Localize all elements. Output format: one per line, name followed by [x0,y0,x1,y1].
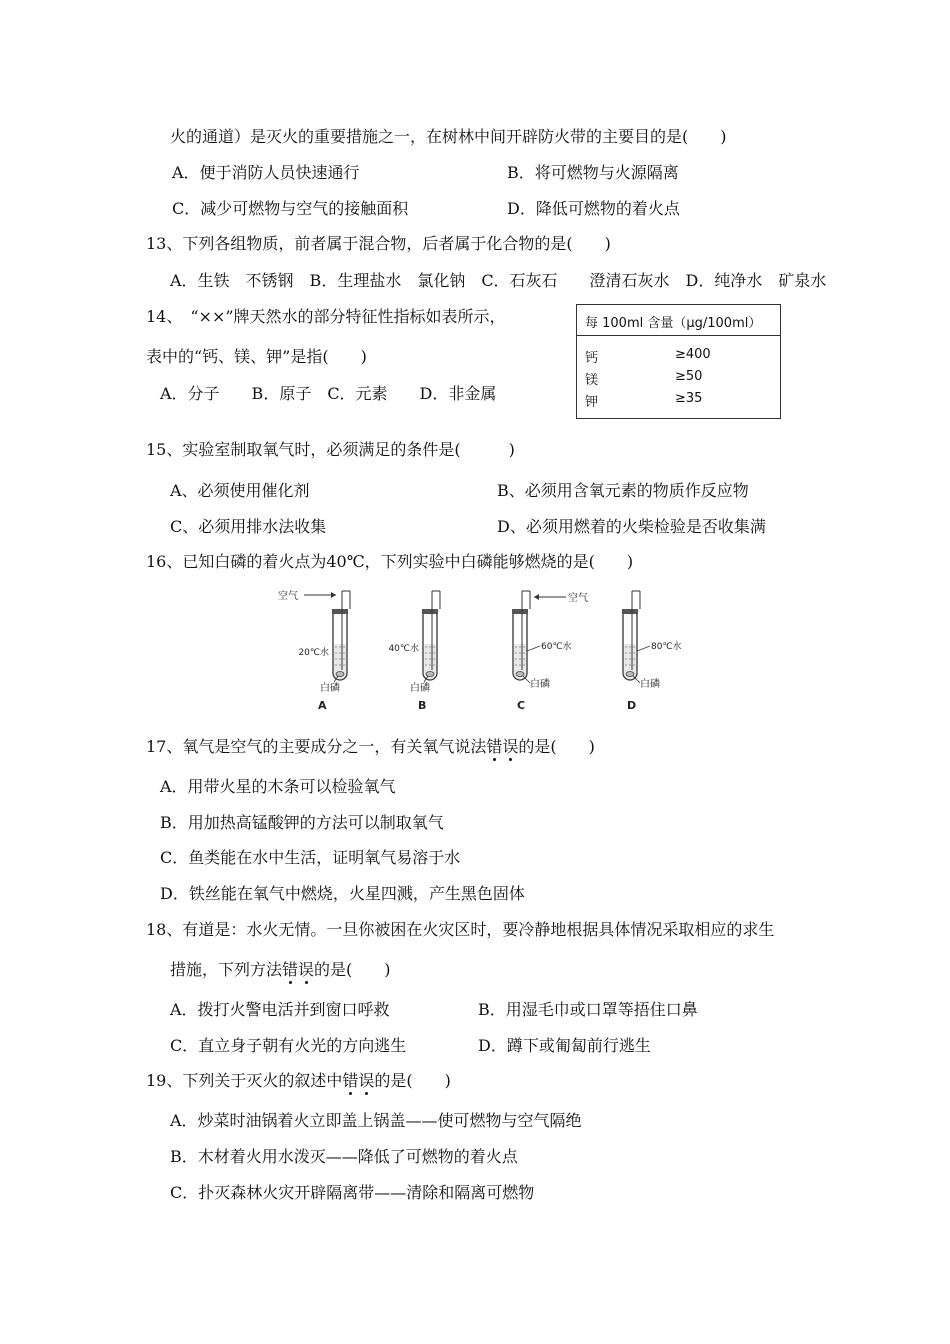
q17-option-b: B．用加热高锰酸钾的方法可以制取氧气 [160,813,444,832]
q14-stem-1: 14、 “××”牌天然水的部分特征性指标如表所示， [146,307,506,326]
q19-stem-post: 的是( ) [374,1071,451,1090]
q13-stem: 13、下列各组物质，前者属于混合物，后者属于化合物的是( ) [146,234,611,253]
air-label: 空气 [278,591,298,602]
water-temp-label: 20℃水 [298,648,329,658]
air-label: 空气 [568,593,588,604]
q14-options: A．分子 B．原子 C．元素 D．非金属 [160,384,497,403]
q18-option-c: C．直立身子朝有火光的方向逃生 [170,1036,407,1055]
tube-letter: B [418,699,427,712]
q15-stem: 15、实验室制取氧气时，必须满足的条件是( ) [146,440,515,459]
air-arrowhead [331,592,336,598]
q18-stem-post: 的是( ) [314,960,391,979]
phosphorus-blob [426,672,434,677]
q19-option-a: A．炒菜时油锅着火立即盖上锅盖——使可燃物与空气隔绝 [170,1111,582,1130]
tube-stopper [422,609,438,614]
table-header: 每 100ml 含量（μg/100ml） [585,316,762,331]
q19-stem-pre: 19、下列关于灭火的叙述中 [146,1071,343,1090]
q12-option-a: A．便于消防人员快速通行 [172,163,360,182]
phosphorus-blob [626,672,634,677]
water-temp-label: 80℃水 [651,642,682,652]
table-row-value: ≥400 [675,347,711,362]
q17-option-d: D．铁丝能在氧气中燃烧，火星四溅，产生黑色固体 [160,884,525,903]
q12-stem: 火的通道）是灭火的重要措施之一，在树林中间开辟防火带的主要目的是( ) [170,127,727,146]
q17-stem-post: 的是( ) [518,737,595,756]
water-temp-label: 60℃水 [541,642,572,652]
table-row-name: 钾 [585,395,599,410]
phosphorus-label: 白磷 [320,683,340,694]
q12-option-c: C．减少可燃物与空气的接触面积 [172,199,409,218]
phosphorus-blob [516,672,524,677]
table-row-name: 钙 [585,351,599,366]
q16-stem: 16、已知白磷的着火点为40℃，下列实验中白磷能够燃烧的是( ) [146,552,634,571]
q19-option-c: C．扑灭森林火灾开辟隔离带——清除和隔离可燃物 [170,1183,535,1202]
q15-option-a: A、必须使用催化剂 [170,481,310,500]
emphasis-char: 误 [298,960,315,979]
water-temp-label: 40℃水 [388,644,419,654]
q19-stem [146,1071,451,1091]
q18-option-a: A．拨打火警电活并到窗口呼救 [170,1000,390,1019]
q18-option-b: B．用湿毛巾或口罩等捂住口鼻 [478,1000,698,1019]
q12-option-b: B．将可燃物与火源隔离 [507,163,679,182]
q17-stem [146,737,595,757]
air-arrowhead [534,594,539,600]
tube-letter: A [318,699,327,712]
q18-stem-1: 18、有道是：水火无情。一旦你被困在火灾区时，要冷静地根据具体情况采取相应的求生 [146,920,775,939]
table-row-value: ≥35 [675,391,703,406]
table-divider [577,335,780,336]
q12-option-d: D．降低可燃物的着火点 [507,199,680,218]
q16-experiment-figure [270,585,690,715]
emphasis-char: 误 [502,737,519,756]
phosphorus-label: 白磷 [640,679,660,690]
table-row-value: ≥50 [675,369,703,384]
emphasis-char: 错 [486,737,503,756]
phosphorus-label: 白磷 [530,679,550,690]
q19-option-b: B．木材着火用水泼灭——降低了可燃物的着火点 [170,1147,518,1166]
q15-option-d: D、必须用燃着的火柴检验是否收集满 [497,517,766,536]
phosphorus-label: 白磷 [410,683,430,694]
q18-stem-pre: 措施，下列方法 [170,960,283,979]
phosphorus-blob [336,672,344,677]
emphasis-char: 误 [358,1071,375,1090]
q18-stem-2 [170,960,391,980]
q14-table [576,304,781,419]
emphasis-char: 错 [282,960,299,979]
q14-stem-2: 表中的“钙、镁、钾”是指( ) [146,347,367,366]
q15-option-b: B、必须用含氧元素的物质作反应物 [497,481,749,500]
label-leader [637,646,650,651]
tube-letter: C [517,699,526,712]
tube-stopper [512,609,528,614]
tube-letter: D [627,699,637,712]
label-leader [527,646,540,651]
q17-stem-pre: 17、氧气是空气的主要成分之一，有关氧气说法 [146,737,487,756]
tube-stopper [622,609,638,614]
q13-options: A．生铁 不锈钢 B．生理盐水 氯化钠 C．石灰石 澄清石灰水 D．纯净水 矿泉水 [170,271,827,290]
q17-option-a: A．用带火星的木条可以检验氧气 [160,777,396,796]
q17-option-c: C．鱼类能在水中生活，证明氧气易溶于水 [160,848,461,867]
q18-option-d: D．蹲下或匍匐前行逃生 [478,1036,651,1055]
table-row-name: 镁 [585,373,599,388]
emphasis-char: 错 [342,1071,359,1090]
q15-option-c: C、必须用排水法收集 [170,517,327,536]
tube-stopper [332,609,348,614]
